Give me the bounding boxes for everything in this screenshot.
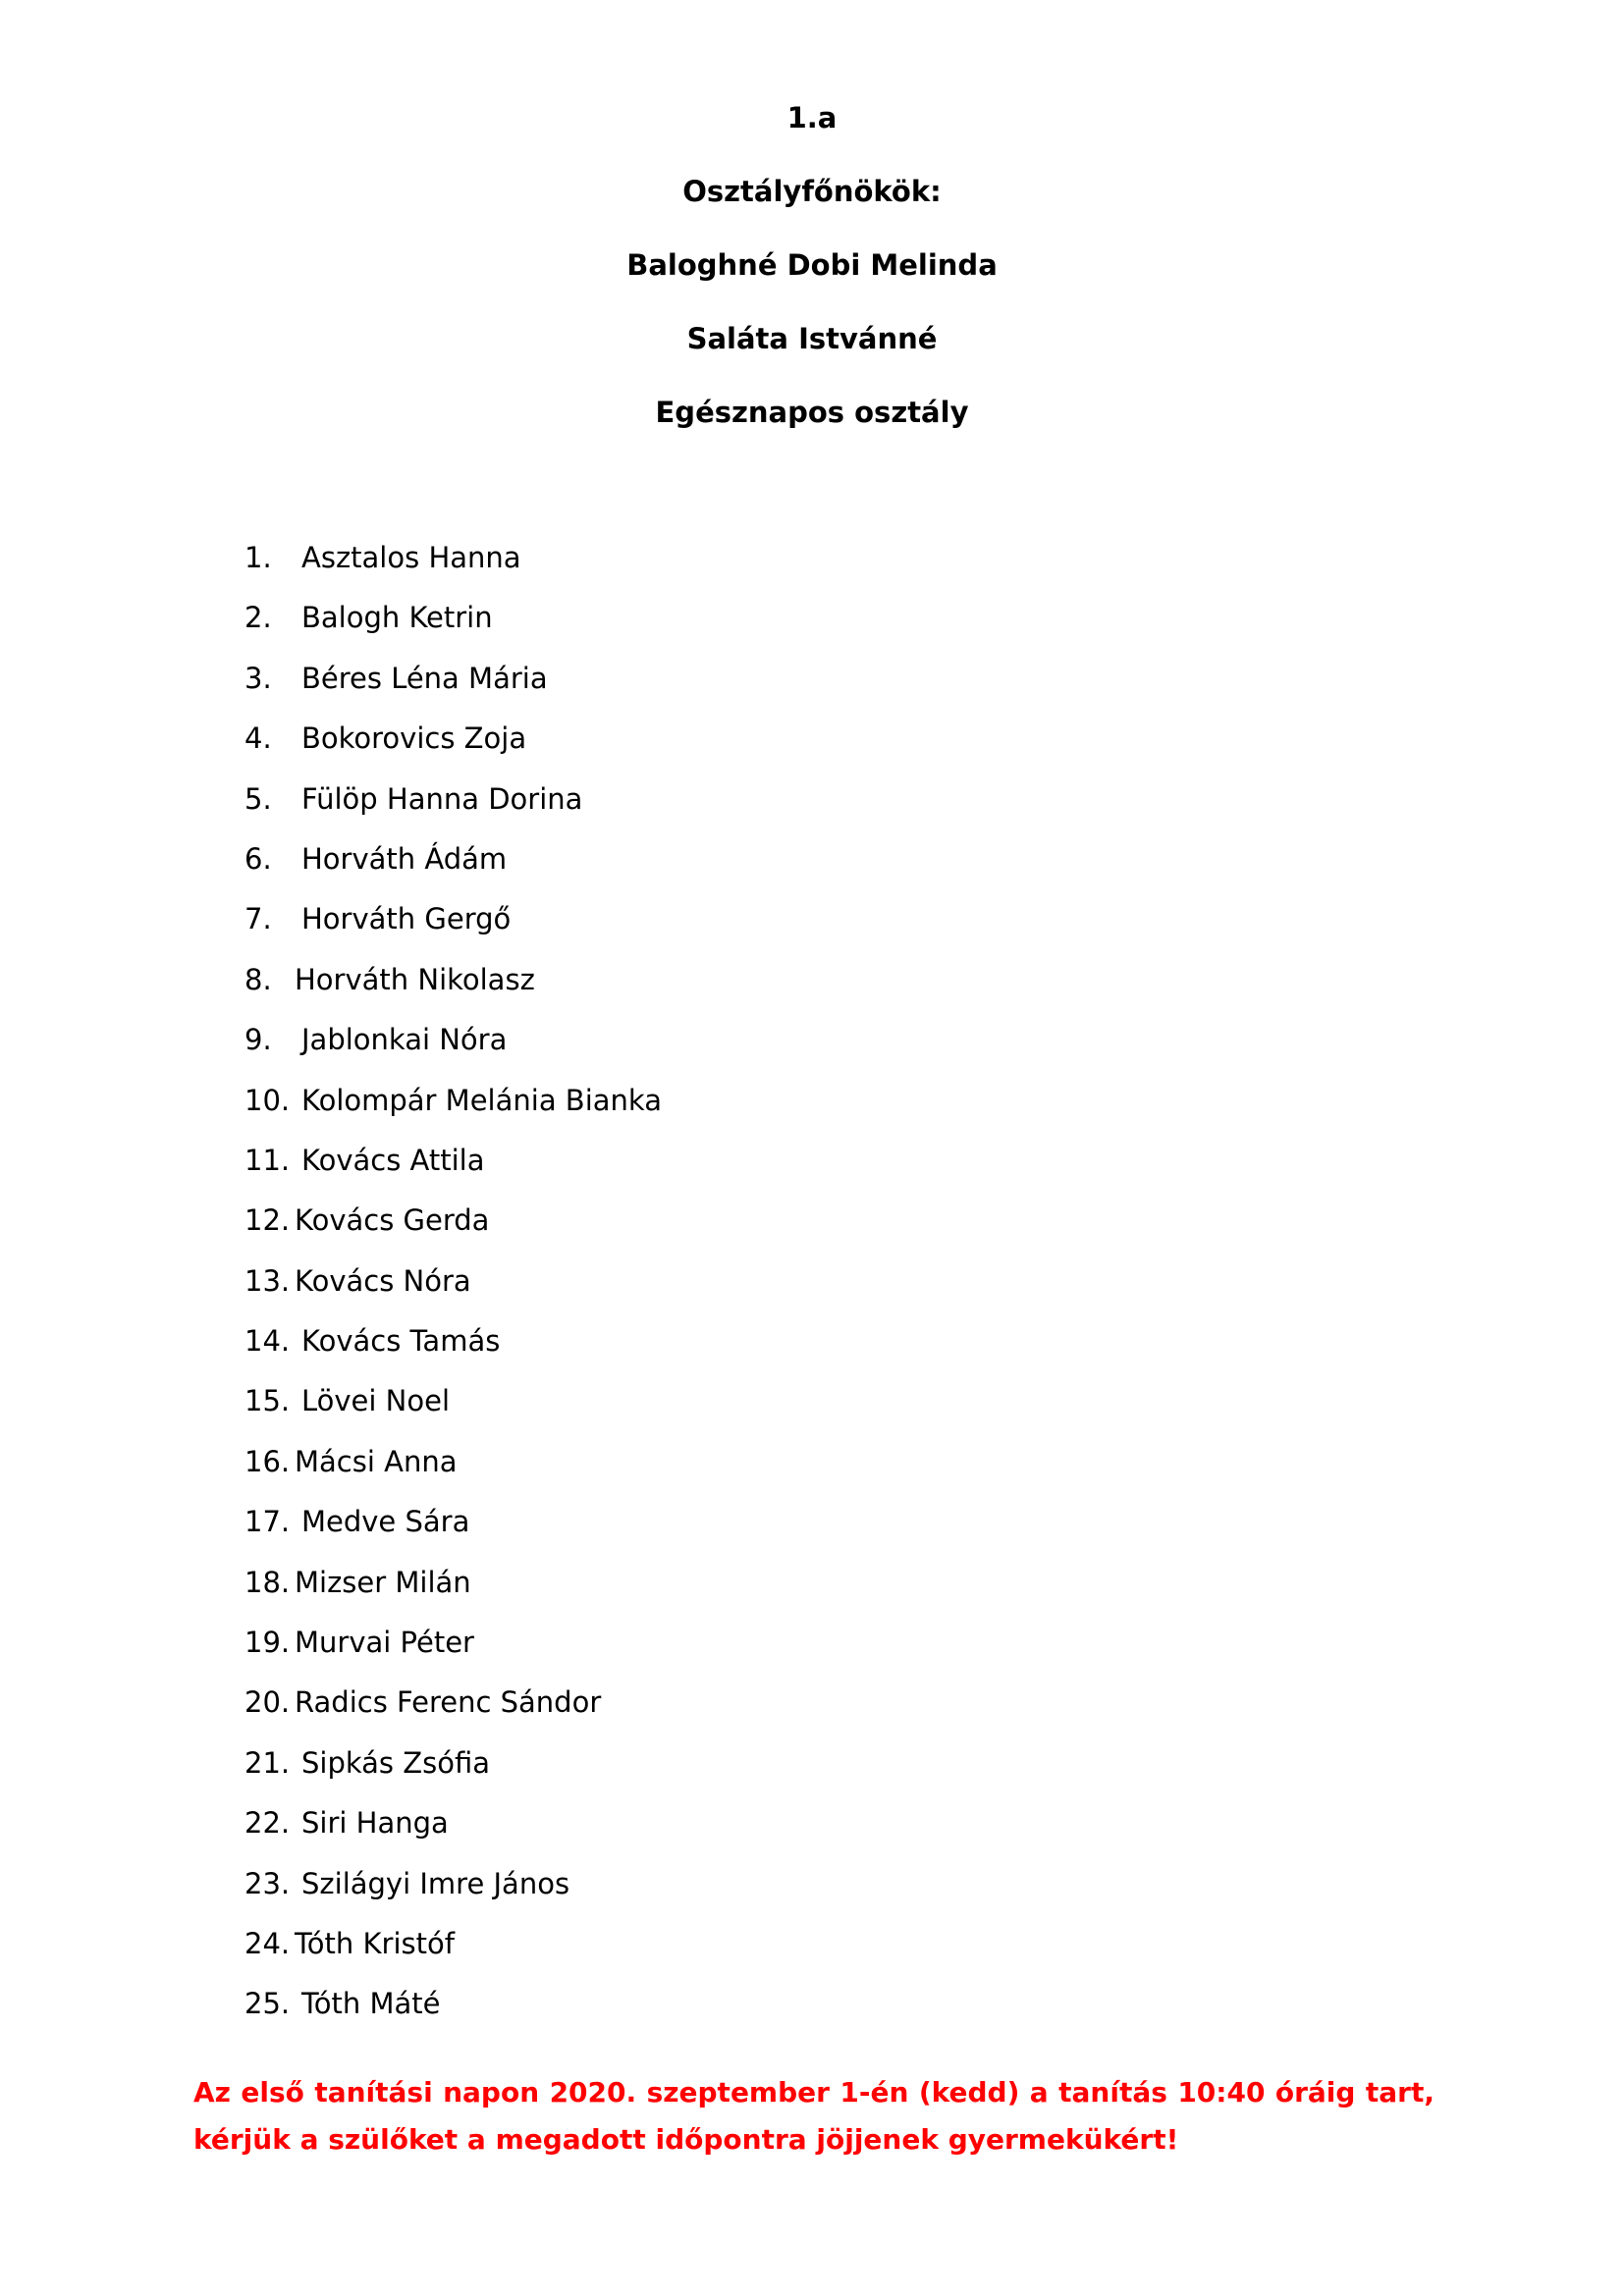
list-item	[244, 1924, 662, 1984]
list-item	[244, 1743, 662, 1803]
list-number: 23.	[244, 1866, 291, 1900]
list-item	[244, 1081, 662, 1141]
student-name: Kovács Gerda	[295, 1203, 490, 1238]
list-item	[244, 538, 662, 598]
student-name: Tóth Máté	[301, 1987, 441, 2021]
student-list	[244, 538, 662, 2045]
teacher-name-1: Baloghné Dobi Melinda	[626, 248, 998, 282]
student-name: Kovács Nóra	[295, 1263, 471, 1298]
list-item	[244, 1502, 662, 1562]
student-name: Kolompár Melánia Bianka	[301, 1083, 662, 1117]
list-item	[244, 1141, 662, 1201]
list-number: 19.	[244, 1626, 291, 1660]
list-item	[244, 598, 662, 658]
student-name: Fülöp Hanna Dorina	[301, 781, 583, 816]
student-name: Asztalos Hanna	[301, 541, 521, 574]
list-number: 9.	[244, 1023, 272, 1057]
student-name: Murvai Péter	[295, 1626, 474, 1660]
list-number: 5.	[244, 781, 272, 816]
student-name: Mizser Milán	[295, 1565, 471, 1599]
list-number: 7.	[244, 902, 272, 936]
student-name: Radics Ferenc Sándor	[295, 1685, 602, 1720]
student-name: Tóth Kristóf	[295, 1926, 455, 1960]
list-number: 21.	[244, 1745, 291, 1780]
list-number: 13.	[244, 1263, 291, 1298]
list-number: 20.	[244, 1685, 291, 1720]
student-name: Horváth Ádám	[301, 841, 508, 876]
list-item	[244, 960, 662, 1020]
list-number: 16.	[244, 1444, 291, 1478]
student-name: Sipkás Zsófia	[301, 1745, 491, 1780]
list-number: 12.	[244, 1203, 291, 1238]
list-item	[244, 719, 662, 778]
list-number: 15.	[244, 1384, 291, 1418]
student-name: Mácsi Anna	[295, 1444, 458, 1478]
list-number: 4.	[244, 721, 272, 756]
list-item	[244, 1803, 662, 1863]
list-item	[244, 1984, 662, 2044]
student-name: Szilágyi Imre János	[301, 1866, 570, 1900]
list-item	[244, 1682, 662, 1742]
list-item	[244, 839, 662, 899]
list-item	[244, 1020, 662, 1080]
list-number: 1.	[244, 541, 272, 574]
teacher-name-2: Saláta Istvánné	[686, 322, 938, 355]
student-name: Siri Hanga	[301, 1806, 449, 1841]
list-number: 18.	[244, 1565, 291, 1599]
class-name: 1.a	[786, 101, 838, 134]
list-number: 17.	[244, 1505, 291, 1539]
student-name: Lövei Noel	[301, 1384, 451, 1418]
student-name: Béres Léna Mária	[301, 661, 548, 695]
student-name: Medve Sára	[301, 1505, 470, 1539]
list-item	[244, 1381, 662, 1441]
student-name: Kovács Attila	[301, 1143, 485, 1177]
list-item	[244, 1321, 662, 1381]
list-item	[244, 1563, 662, 1623]
list-item	[244, 779, 662, 839]
list-number: 14.	[244, 1324, 291, 1359]
list-number: 25.	[244, 1987, 291, 2021]
list-number: 2.	[244, 601, 272, 635]
list-item	[244, 1623, 662, 1682]
list-item	[244, 1261, 662, 1321]
list-number: 8.	[244, 962, 272, 996]
student-name: Horváth Nikolasz	[295, 962, 535, 996]
list-number: 22.	[244, 1806, 291, 1841]
list-item	[244, 1864, 662, 1924]
list-number: 10.	[244, 1083, 291, 1117]
list-number: 3.	[244, 661, 272, 695]
student-name: Jablonkai Nóra	[301, 1023, 508, 1057]
student-name: Bokorovics Zoja	[301, 721, 527, 756]
list-number: 6.	[244, 841, 272, 876]
first-day-notice: Az első tanítási napon 2020. szeptember 1-én (kedd) a tanítás 10:40 óráig tart, kérjük a szülőket a megadott időpontra jöjjenek gyermekükért!	[193, 2076, 1435, 2156]
list-item	[244, 1442, 662, 1502]
list-number: 24.	[244, 1926, 291, 1960]
list-item	[244, 899, 662, 959]
student-name: Horváth Gergő	[301, 902, 512, 936]
student-name: Balogh Ketrin	[301, 601, 493, 635]
list-item	[244, 659, 662, 719]
teachers-heading: Osztályfőnökök:	[682, 175, 942, 208]
student-name: Kovács Tamás	[301, 1324, 501, 1359]
list-item	[244, 1201, 662, 1260]
list-number: 11.	[244, 1143, 291, 1177]
class-type: Egésznapos osztály	[655, 396, 969, 429]
